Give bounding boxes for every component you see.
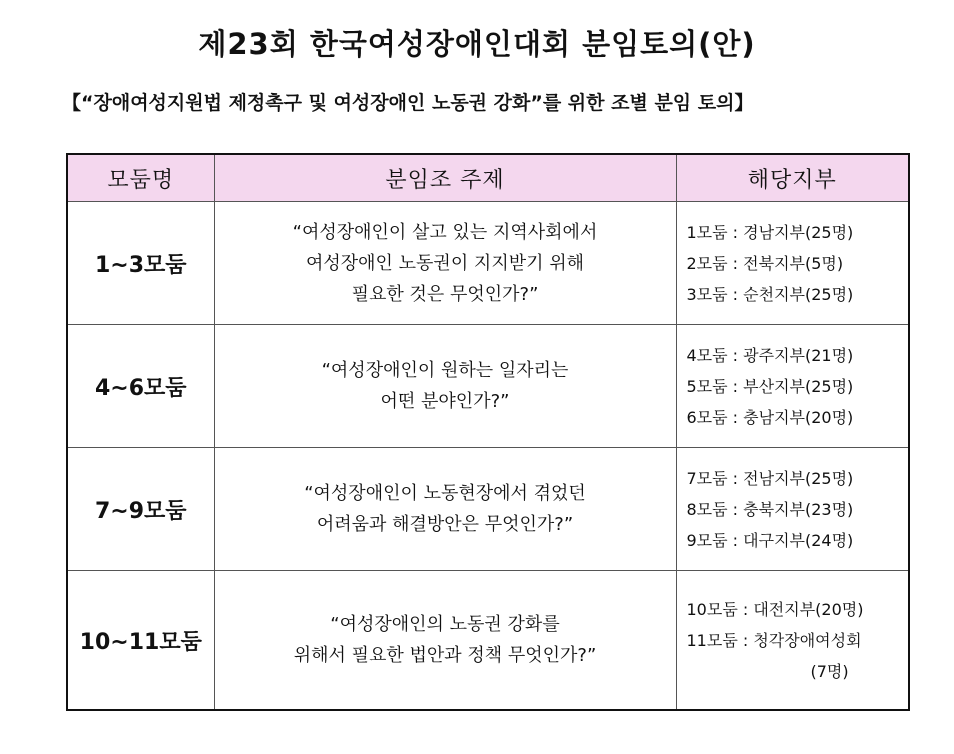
table-row [67,202,909,325]
branch-entry: 2모둠 : 전북지부(5명) [686,253,844,273]
discussion-table [66,153,910,711]
branch-entry: 1모둠 : 경남지부(25명) [686,222,854,242]
table-row [67,448,909,571]
topic-line: “여성장애인의 노동권 강화를 [330,614,560,635]
topic-line: 위해서 필요한 법안과 정책 무엇인가?” [293,645,597,666]
group-name-cell: 4~6모둠 [67,325,214,448]
branch-entry: 4모둠 : 광주지부(21명) [686,345,854,365]
branch-entry: 7모둠 : 전남지부(25명) [686,468,854,488]
branches-cell [676,325,909,448]
table-row [67,325,909,448]
table-header-row [67,154,909,202]
table-row [67,571,909,711]
branches-cell [676,202,909,325]
group-name-cell: 10~11모둠 [67,571,214,711]
topic-line: 필요한 것은 무엇인가?” [351,283,539,305]
document-title: 제23회 한국여성장애인대회 분임토의(안) [198,27,756,61]
branch-entry: 5모둠 : 부산지부(25명) [686,376,854,396]
group-name-cell: 7~9모둠 [67,448,214,571]
branch-entry: 9모둠 : 대구지부(24명) [686,530,854,550]
topic-line: “여성장애인이 원하는 일자리는 [321,360,569,381]
group-name-cell: 1~3모둠 [67,202,214,325]
topic-cell [214,202,676,325]
topic-line: “여성장애인이 살고 있는 지역사회에서 [292,221,598,243]
branches-cell [676,571,909,711]
document-subtitle: 【“장애여성지원법 제정촉구 및 여성장애인 노동권 강화”를 위한 조별 분임 토의】 [62,92,754,114]
header-group-name: 모둠명 [67,154,214,202]
topic-line: 여성장애인 노동권이 지지받기 위해 [306,252,584,274]
topic-cell [214,325,676,448]
topic-line: 어떤 분야인가?” [380,391,510,412]
header-branches: 해당지부 [676,154,909,202]
branches-cell [676,448,909,571]
branch-entry: 6모둠 : 충남지부(20명) [686,407,854,427]
branch-entry: 10모둠 : 대전지부(20명) [686,599,864,619]
branch-entry-continued: (7명) [810,661,849,681]
topic-cell [214,448,676,571]
header-topic: 분임조 주제 [214,154,676,202]
branch-entry: 8모둠 : 충북지부(23명) [686,499,854,519]
topic-line: “여성장애인이 노동현장에서 겪었던 [304,483,586,504]
branch-entry: 11모둠 : 청각장애여성회 [686,630,862,650]
branch-entry: 3모둠 : 순천지부(25명) [686,284,854,304]
topic-line: 어려움과 해결방안은 무엇인가?” [316,514,574,535]
topic-cell [214,571,676,711]
